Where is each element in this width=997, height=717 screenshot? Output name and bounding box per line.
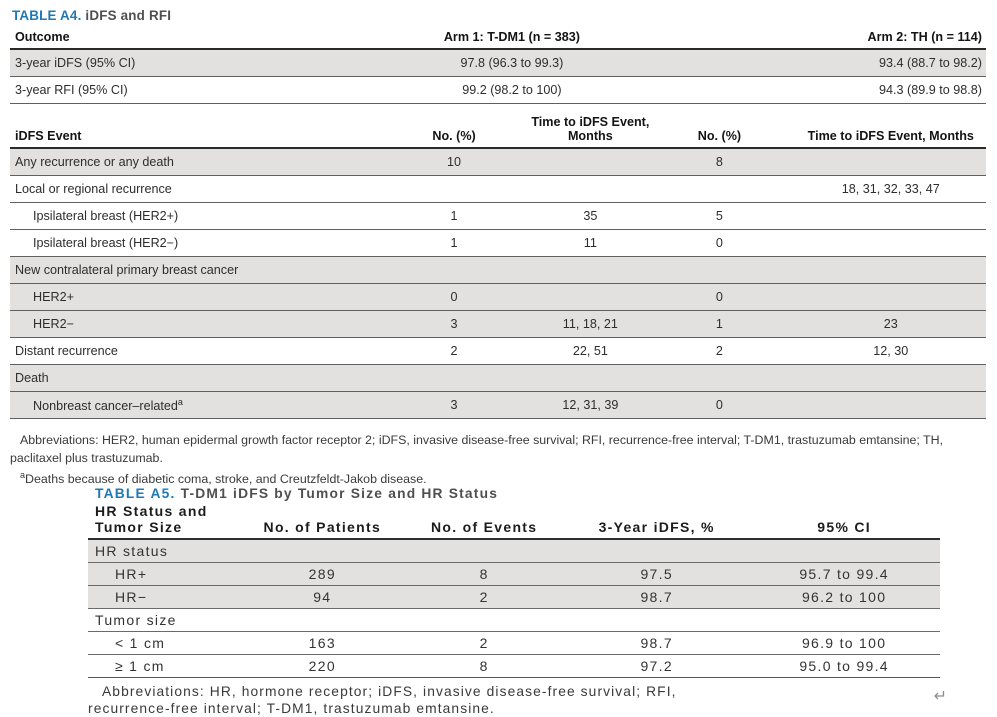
- footnote-a-text: Deaths because of diabetic coma, stroke, and Creutzfeldt-Jakob disease.: [25, 472, 427, 486]
- table-a4-title-text: iDFS and RFI: [85, 8, 171, 23]
- table-a4-event-header: [10, 115, 986, 149]
- cell-patients: 163: [241, 635, 403, 651]
- column-header-arm1-no: No. (%): [391, 129, 518, 143]
- cell-ci: 95.7 to 99.4: [748, 566, 940, 582]
- column-header-arm2-time: Time to iDFS Event, Months: [796, 129, 986, 143]
- table-a5-label: TABLE A5.: [95, 486, 176, 501]
- section-gap: [10, 104, 986, 115]
- cell-ci: 96.2 to 100: [748, 589, 940, 605]
- table-row: [88, 540, 940, 563]
- cell-outcome: 3-year iDFS (95% CI): [10, 56, 391, 70]
- footnote-a-marker: a: [20, 470, 25, 480]
- table-row: [10, 77, 986, 104]
- cell-events: 8: [403, 566, 565, 582]
- abbreviations-note-line-1: Abbreviations: HR, hormone receptor; iDFS, invasive disease-free survival; RFI,: [88, 684, 968, 701]
- cell-arm2-no: 0: [693, 398, 795, 412]
- cell-arm1-no: 2: [391, 344, 518, 358]
- cell-arm1-time: 11: [518, 236, 694, 250]
- cell-arm2-time: 12, 30: [796, 344, 986, 358]
- table-row: [10, 203, 986, 230]
- column-header-outcome: Outcome: [10, 30, 391, 44]
- cell-event: Local or regional recurrence: [10, 182, 391, 196]
- table-a5-footnote: [88, 684, 968, 717]
- table-a4-title: [10, 5, 986, 30]
- cell-events: 2: [403, 635, 565, 651]
- cell-arm2: 93.4 (88.7 to 98.2): [693, 56, 986, 70]
- cell-patients: 94: [241, 589, 403, 605]
- table-row: [10, 257, 986, 284]
- cell-ci: 95.0 to 99.4: [748, 658, 940, 674]
- cell-event: Ipsilateral breast (HER2−): [10, 236, 391, 250]
- column-header-arm2: Arm 2: TH (n = 114): [693, 30, 986, 44]
- column-header-3yr-idfs: 3-Year iDFS, %: [565, 519, 748, 535]
- cell-label: < 1 cm: [88, 635, 241, 651]
- cell-event: Any recurrence or any death: [10, 155, 391, 169]
- table-a4-outcome-header: [10, 30, 986, 50]
- table-a5-title: [88, 486, 940, 503]
- cell-arm2-no: 0: [693, 290, 795, 304]
- cell-event: [10, 397, 391, 413]
- cell-label: ≥ 1 cm: [88, 658, 241, 674]
- abbreviations-note: Abbreviations: HER2, human epidermal growth factor receptor 2; iDFS, invasive disease-free survival; RFI, recurrence-free interval; T-DM1, trastuzumab emtansine; TH, paclitaxel plus trastuzumab.: [10, 432, 986, 467]
- cell-arm1-no: 10: [391, 155, 518, 169]
- column-header-arm1: Arm 1: T-DM1 (n = 383): [391, 30, 694, 44]
- cell-idfs: 98.7: [565, 589, 748, 605]
- column-header-no-of-events: No. of Events: [403, 519, 565, 535]
- cell-label: HR−: [88, 589, 241, 605]
- table-row: [10, 311, 986, 338]
- cell-event: Death: [10, 371, 391, 385]
- table-row: [10, 50, 986, 77]
- cell-event: HER2−: [10, 317, 391, 331]
- cell-arm2-time: 23: [796, 317, 986, 331]
- footnote-marker: a: [178, 397, 183, 407]
- column-header-hr-status-tumor-size: [88, 503, 241, 535]
- cell-events: 8: [403, 658, 565, 674]
- table-a5-title-text: T-DM1 iDFS by Tumor Size and HR Status: [181, 486, 498, 501]
- table-row: [10, 338, 986, 365]
- table-row: [88, 609, 940, 632]
- cell-idfs: 97.5: [565, 566, 748, 582]
- cell-arm2-no: 2: [693, 344, 795, 358]
- cell-event: Ipsilateral breast (HER2+): [10, 209, 391, 223]
- cell-arm2: 94.3 (89.9 to 98.8): [693, 83, 986, 97]
- cell-label: Tumor size: [88, 612, 241, 628]
- cell-idfs: 97.2: [565, 658, 748, 674]
- cell-label: HR+: [88, 566, 241, 582]
- table-row: [88, 563, 940, 586]
- table-a5: [88, 486, 940, 678]
- table-row: [88, 655, 940, 678]
- table-a4-label: TABLE A4.: [12, 8, 82, 23]
- table-a5-header: [88, 503, 940, 540]
- cell-event-text: Nonbreast cancer–related: [33, 399, 178, 413]
- cell-events: 2: [403, 589, 565, 605]
- table-row: [10, 365, 986, 392]
- table-row: [10, 176, 986, 203]
- header-line-2: Tumor Size: [95, 519, 241, 535]
- column-header-95-ci: 95% CI: [748, 519, 940, 535]
- table-row: [10, 230, 986, 257]
- cell-patients: 289: [241, 566, 403, 582]
- table-row: [10, 392, 986, 419]
- column-header-arm2-no: No. (%): [693, 129, 795, 143]
- table-row: [88, 586, 940, 609]
- cell-arm1-time: 12, 31, 39: [518, 398, 694, 412]
- abbreviations-note-line-2: recurrence-free interval; T-DM1, trastuzumab emtansine.: [88, 701, 968, 717]
- table-row: [10, 284, 986, 311]
- cell-arm1-time: 35: [518, 209, 694, 223]
- cell-event: New contralateral primary breast cancer: [10, 263, 391, 277]
- column-header-idfs-event: iDFS Event: [10, 129, 391, 143]
- cell-outcome: 3-year RFI (95% CI): [10, 83, 391, 97]
- table-row: [10, 149, 986, 176]
- cell-arm1-no: 1: [391, 236, 518, 250]
- cell-arm1-time: 22, 51: [518, 344, 694, 358]
- cell-arm2-no: 8: [693, 155, 795, 169]
- cell-arm1-no: 1: [391, 209, 518, 223]
- cell-patients: 220: [241, 658, 403, 674]
- column-header-arm1-time: Time to iDFS Event, Months: [518, 115, 694, 143]
- header-line-1: HR Status and: [95, 503, 241, 519]
- cell-label: HR status: [88, 543, 241, 559]
- cell-event: Distant recurrence: [10, 344, 391, 358]
- cell-arm1-time: 11, 18, 21: [518, 317, 694, 331]
- column-header-no-of-patients: No. of Patients: [241, 519, 403, 535]
- cell-ci: 96.9 to 100: [748, 635, 940, 651]
- cell-arm1-no: 3: [391, 398, 518, 412]
- cell-idfs: 98.7: [565, 635, 748, 651]
- cell-event: HER2+: [10, 290, 391, 304]
- cell-arm2-no: 1: [693, 317, 795, 331]
- table-row: [88, 632, 940, 655]
- cell-arm2-time: 18, 31, 32, 33, 47: [796, 182, 986, 196]
- cell-arm1: 97.8 (96.3 to 99.3): [391, 56, 694, 70]
- cell-arm2-no: 0: [693, 236, 795, 250]
- table-a4: [10, 5, 986, 489]
- cell-arm1: 99.2 (98.2 to 100): [391, 83, 694, 97]
- paragraph-return-mark: ↵: [934, 686, 947, 706]
- table-a4-footnotes: [10, 432, 986, 489]
- cell-arm1-no: 3: [391, 317, 518, 331]
- cell-arm2-no: 5: [693, 209, 795, 223]
- cell-arm1-no: 0: [391, 290, 518, 304]
